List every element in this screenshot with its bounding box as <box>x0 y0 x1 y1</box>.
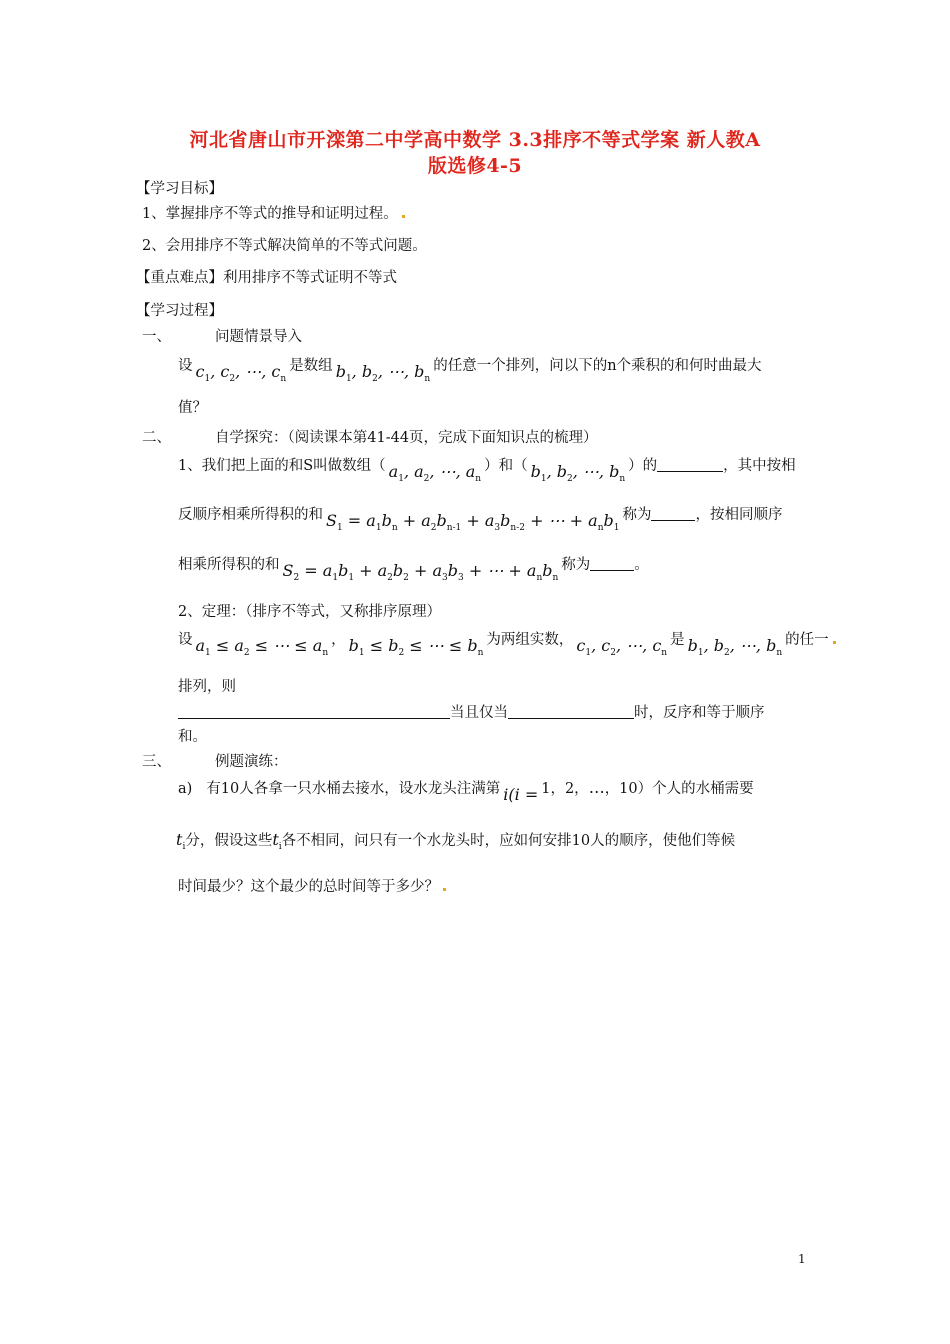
math-c-seq-2: $c_1$, $c_2$, ⋯, $c_n$ <box>576 636 668 659</box>
math-b-seq-2: $b_1$, $b_2$, ⋯, $b_n$ <box>530 462 626 485</box>
key-points <box>136 268 397 288</box>
section-1-heading: 一、 问题情景导入 <box>142 329 302 345</box>
math-b-seq-3: $b_1$, $b_2$, ⋯, $b_n$ <box>687 636 783 659</box>
theorem-line3: 当且仅当 时，反序和等于顺序 <box>178 703 765 723</box>
section-2-q1-line2: 反顺序相乘所得积的和 $S_1 = a_1b_n + a_2b_{n-1} + a_3b_{n-2}$ + ⋯ + $a_nb_1$称为 ，按相同顺序 <box>178 505 782 538</box>
blank-5 <box>508 704 634 719</box>
section-3-heading: 三、 例题演练： <box>142 754 288 770</box>
example-line3: 时间最少？这个最少的总时间等于多少？ <box>178 877 446 897</box>
section-1-para-line1: 设 $c_1$, $c_2$, ⋯, $c_n$是数组 $b_1$, $b_2$, ⋯, $b_n$的任意一个排列，问以下的n个乘积的和何时曲最大 <box>178 356 762 389</box>
page-number: 1 <box>798 1252 806 1266</box>
math-a-seq: $a_1$, $a_2$, ⋯, $a_n$ <box>388 462 482 485</box>
math-s2-formula: $S_2 = a_1b_1 + a_2b_2 + a_3b_3$ + ⋯ + $a_nb_n$ <box>282 561 559 584</box>
example-line1: a) 有10人各拿一只水桶去接水，设水龙头注满第 i(i = 1，2，…，10）个人的水桶需要 <box>178 778 754 804</box>
goals-heading: 【学习目标】 <box>136 181 223 197</box>
math-c-seq: $c_1$, $c_2$, ⋯, $c_n$ <box>195 362 287 385</box>
key-heading: 【重点难点】 <box>136 270 223 286</box>
section-2-heading: 二、 自学探究：（阅读课本第41-44页，完成下面知识点的梳理） <box>142 430 598 446</box>
theorem-line2: 排列，则 <box>178 679 236 695</box>
section-2-q1-line3: 相乘所得积的和 $S_2 = a_1b_1 + a_2b_2 + a_3b_3$ + ⋯ + $a_nb_n$称为 。 <box>178 555 649 588</box>
math-t-i-2: $t_i$ <box>272 830 282 853</box>
section-1-para-line2: 值？ <box>178 400 207 416</box>
document-title-line1: 河北省唐山市开滦第二中学高中数学 3.3排序不等式学案 新人教A <box>189 129 761 151</box>
theorem-line1: 设 $a_1 \le a_2$ ≤ ⋯ ≤ $a_n$， $b_1 \le b_2$ ≤ ⋯ ≤ $b_n$为两组实数， $c_1$, $c_2$, ⋯, $c_n$是 $b_1$, $b_2$, ⋯, $b_n$的任一 <box>178 630 836 663</box>
theorem-line4: 和。 <box>178 729 207 745</box>
math-b-seq: $b_1$, $b_2$, ⋯, $b_n$ <box>335 362 431 385</box>
example-line2: $t_i$分，假设这些$t_i$各不相同，问只有一个水龙头时，应如何安排10人的顺序，使他们等候 <box>176 830 736 853</box>
math-i-def: i(i = <box>503 785 539 804</box>
goal-item-1: 1、掌握排序不等式的推导和证明过程。 <box>142 204 405 224</box>
section-2-q1-line1: 1、我们把上面的和S叫做数组（ $a_1$, $a_2$, ⋯, $a_n$）和（ $b_1$, $b_2$, ⋯, $b_n$）的 ，其中按相 <box>178 456 796 489</box>
blank-2 <box>651 506 695 521</box>
process-heading: 【学习过程】 <box>136 303 223 319</box>
theorem-heading: 2、定理：（排序不等式，又称排序原理） <box>178 604 441 620</box>
math-a-order: $a_1 \le a_2$ ≤ ⋯ ≤ $a_n$ <box>195 636 329 659</box>
blank-1 <box>657 457 723 472</box>
blank-4 <box>178 704 450 719</box>
goal-item-2: 2、会用排序不等式解决简单的不等式问题。 <box>142 238 427 254</box>
math-s1-formula: $S_1 = a_1b_n + a_2b_{n-1} + a_3b_{n-2}$ + ⋯ + $a_nb_1$ <box>326 511 620 534</box>
blank-3 <box>590 556 634 571</box>
key-text: 利用排序不等式证明不等式 <box>223 270 397 286</box>
document-title-line2: 版选修4-5 <box>427 155 523 177</box>
math-b-order: $b_1 \le b_2$ ≤ ⋯ ≤ $b_n$ <box>348 636 484 659</box>
math-t-i: $t_i$ <box>176 830 186 853</box>
